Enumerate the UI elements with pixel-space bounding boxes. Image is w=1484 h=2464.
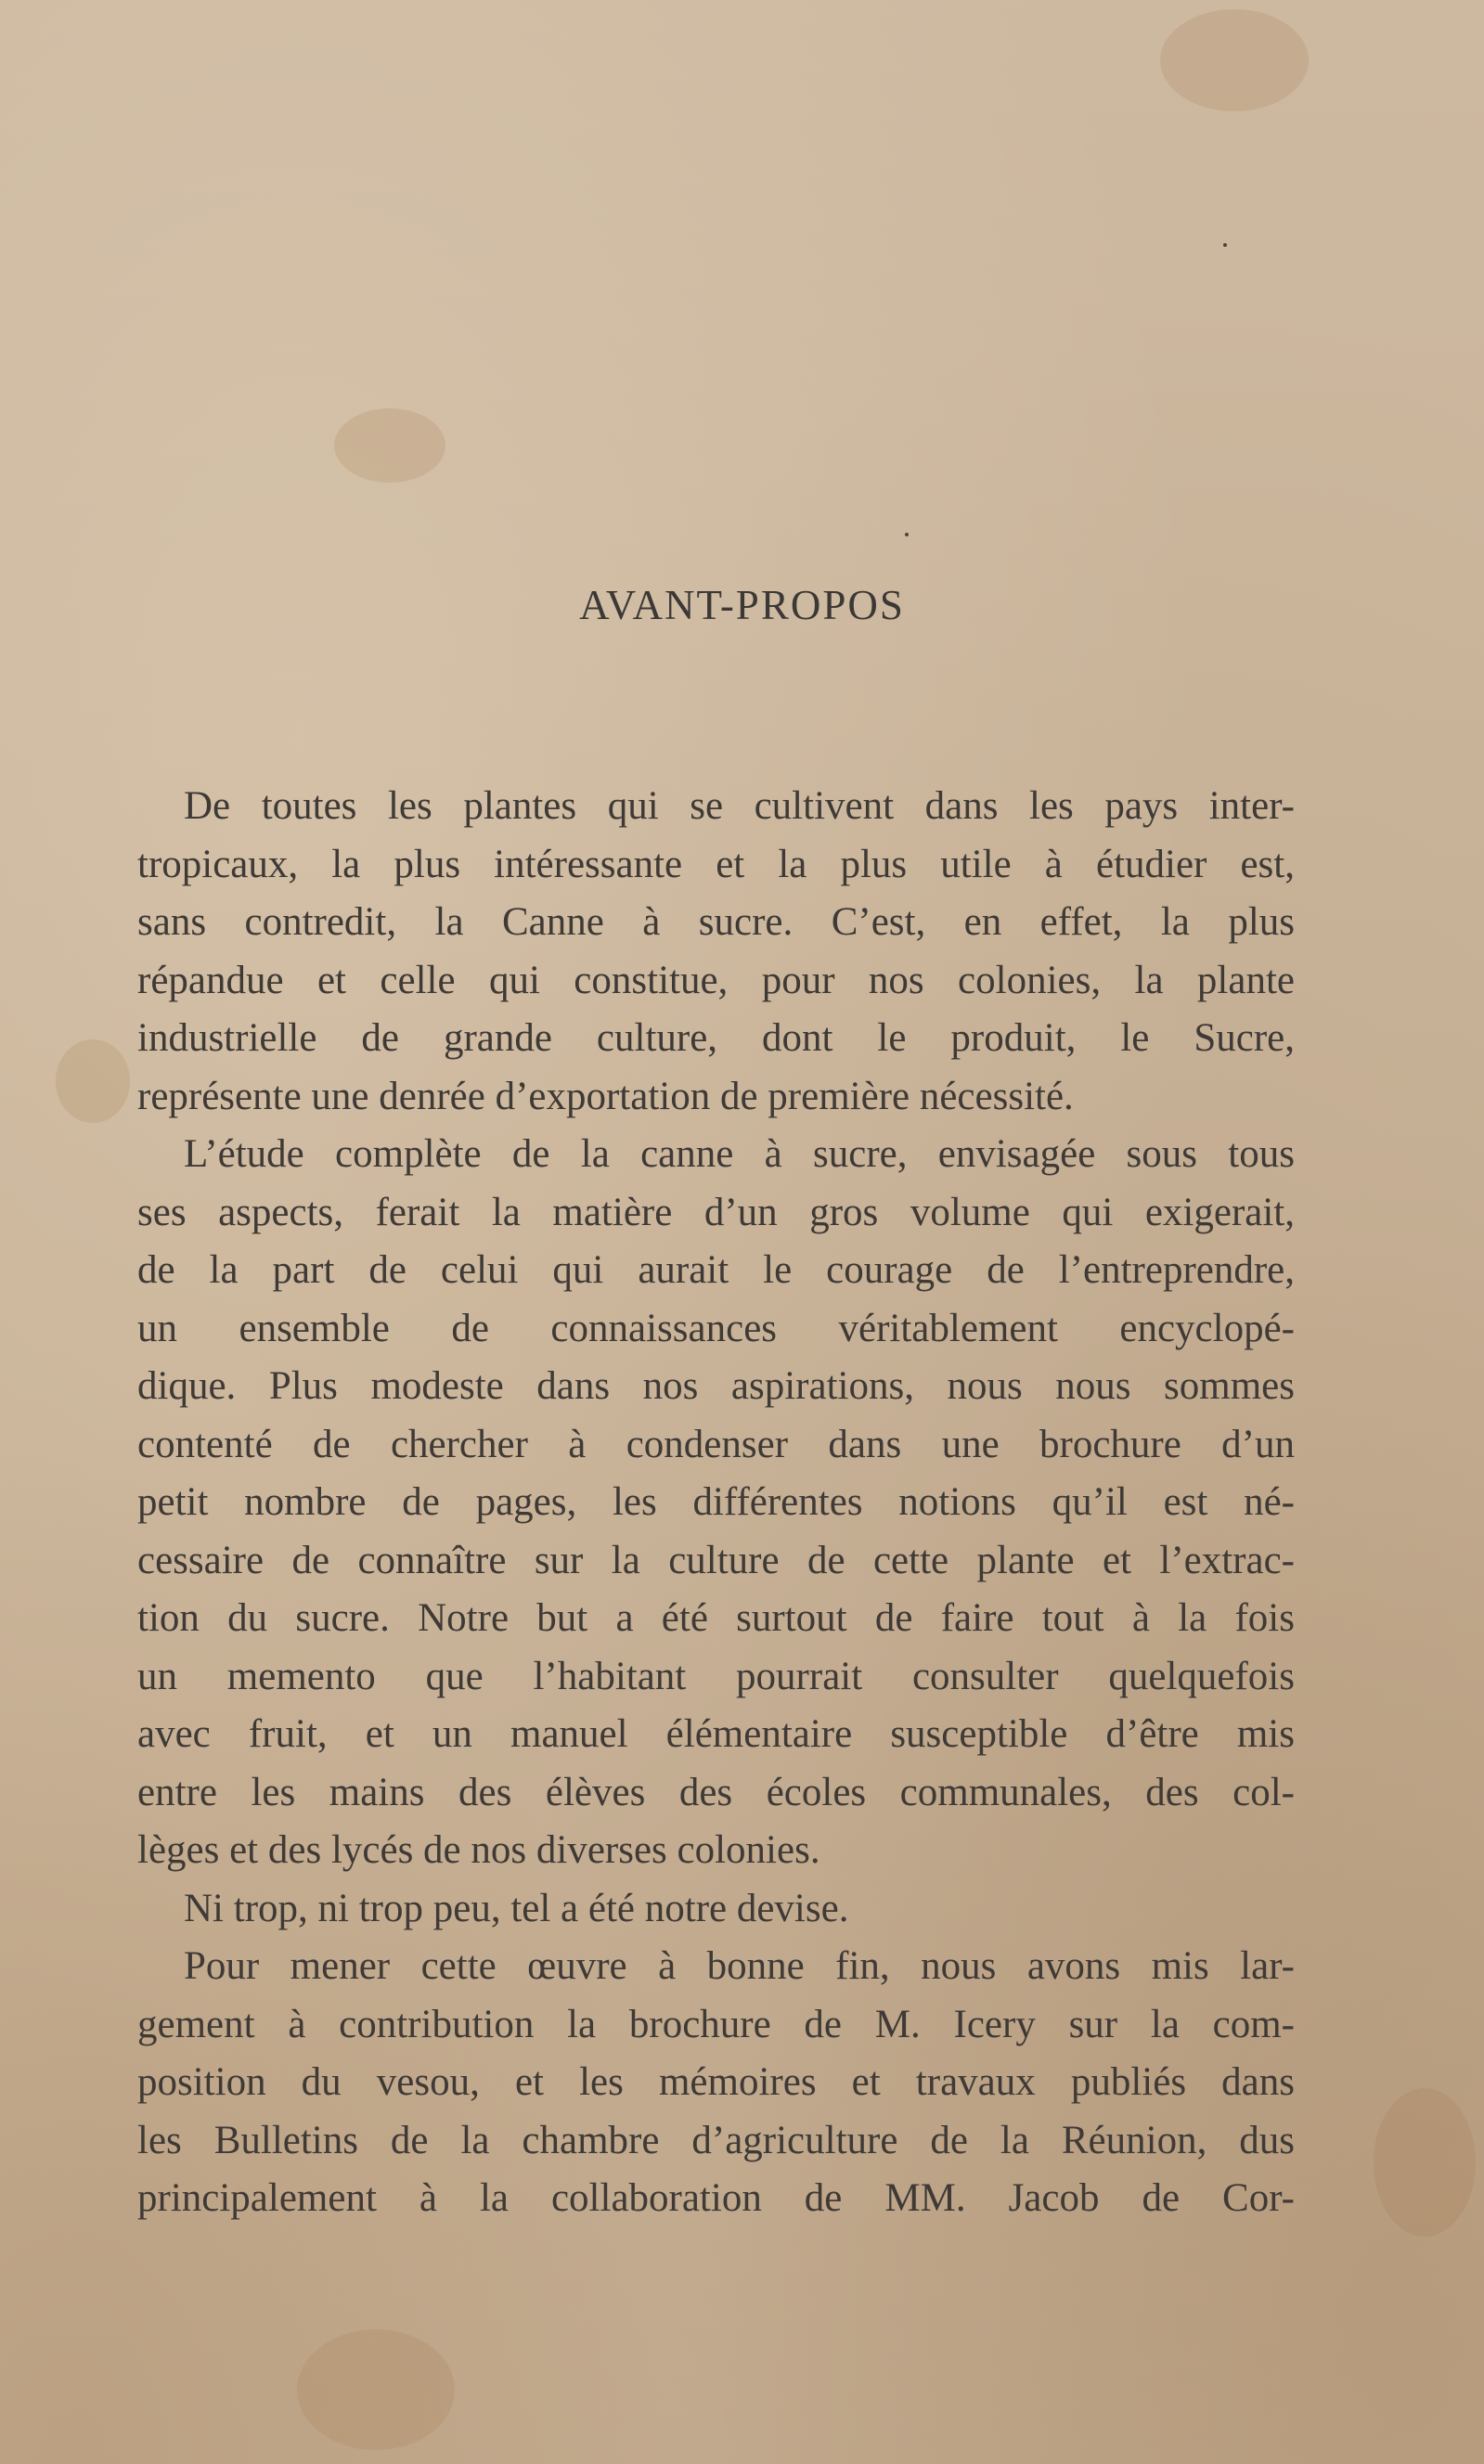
text-line: De toutes les plantes qui se cultivent dans les pays inter- — [184, 784, 1295, 828]
text-line: un ensemble de connaissances véritablement encyclopé- — [137, 1306, 1295, 1350]
paper-stain — [334, 408, 445, 483]
text-line: sans contredit, la Canne à sucre. C’est, en effet, la plus — [137, 900, 1295, 944]
paper-stain — [297, 2329, 455, 2450]
body-text — [137, 778, 1295, 2228]
text-line: tion du sucre. Notre but a été surtout de faire tout à la fois — [137, 1596, 1295, 1640]
ink-speck — [905, 533, 909, 536]
text-line: contenté de chercher à condenser dans une brochure d’un — [137, 1422, 1295, 1466]
text-line: ses aspects, ferait la matière d’un gros volume qui exigerait, — [137, 1190, 1295, 1234]
text-line: Pour mener cette œuvre à bonne fin, nous avons mis lar- — [184, 1944, 1295, 1988]
text-line: représente une denrée d’exportation de première nécessité. — [137, 1074, 1074, 1118]
paper-stain — [1374, 2088, 1476, 2237]
text-line: dique. Plus modeste dans nos aspirations, nous nous sommes — [137, 1364, 1295, 1408]
text-line: gement à contribution la brochure de M. Icery sur la com- — [137, 2002, 1295, 2046]
ink-speck — [1223, 243, 1227, 247]
text-line: cessaire de connaître sur la culture de cette plante et l’extrac- — [137, 1538, 1295, 1582]
paper-stain — [1160, 9, 1309, 111]
text-line: répandue et celle qui constitue, pour nos colonies, la plante — [137, 958, 1295, 1002]
text-line: un memento que l’habitant pourrait consulter quelquefois — [137, 1654, 1295, 1698]
text-line: Ni trop, ni trop peu, tel a été notre devise. — [184, 1886, 849, 1930]
text-line: industrielle de grande culture, dont le produit, le Sucre, — [137, 1016, 1295, 1060]
text-line: petit nombre de pages, les différentes notions qu’il est né- — [137, 1480, 1295, 1524]
text-line: les Bulletins de la chambre d’agriculture de la Réunion, dus — [137, 2118, 1295, 2162]
text-line: de la part de celui qui aurait le courage de l’entreprendre, — [137, 1248, 1295, 1292]
text-line: principalement à la collaboration de MM. Jacob de Cor- — [137, 2176, 1295, 2220]
text-line: avec fruit, et un manuel élémentaire susceptible d’être mis — [137, 1712, 1295, 1756]
page-title: AVANT-PROPOS — [579, 582, 905, 628]
paper-stain — [56, 1039, 130, 1123]
text-line: L’étude complète de la canne à sucre, envisagée sous tous — [184, 1132, 1295, 1176]
text-line: tropicaux, la plus intéressante et la plus utile à étudier est, — [137, 842, 1295, 886]
text-line: entre les mains des élèves des écoles communales, des col- — [137, 1770, 1295, 1814]
text-line: position du vesou, et les mémoires et travaux publiés dans — [137, 2060, 1295, 2104]
text-line: lèges et des lycés de nos diverses colonies. — [137, 1828, 820, 1872]
